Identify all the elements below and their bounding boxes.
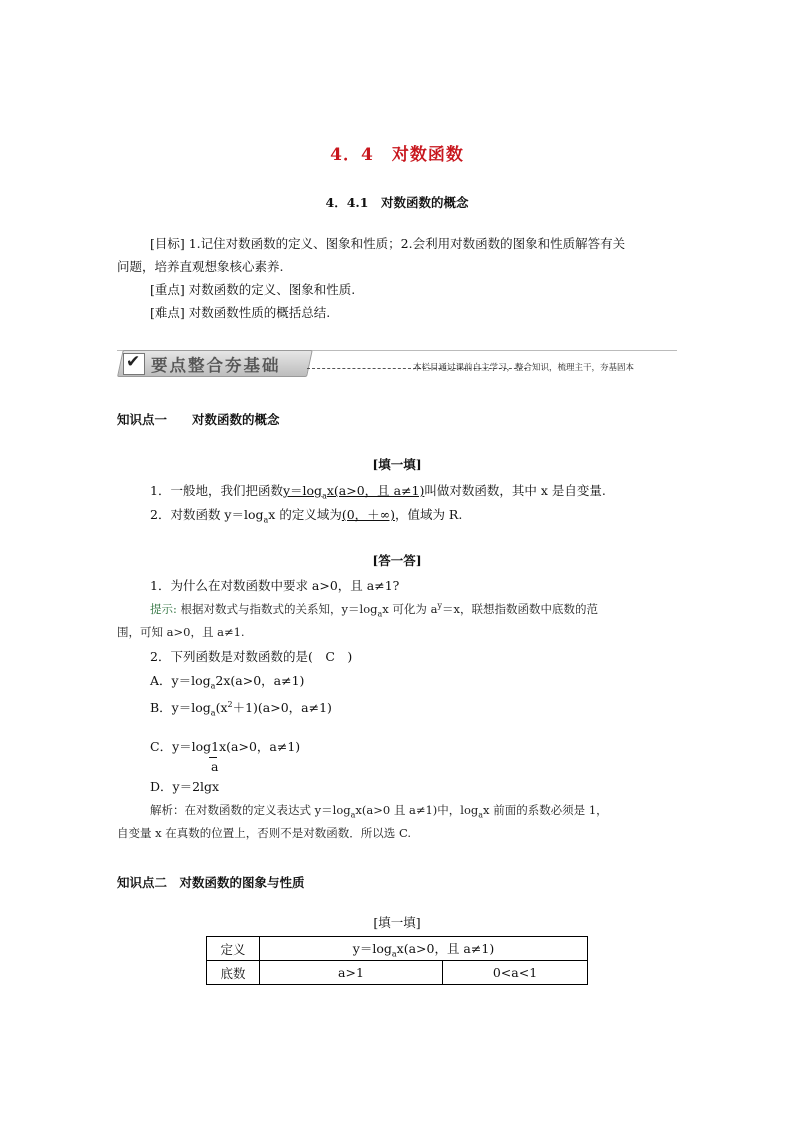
fill-title-1: [填一填]: [372, 457, 422, 472]
option-d: D．y＝2lgx: [150, 779, 220, 794]
hint-label: 提示:: [150, 602, 177, 616]
option-c-denominator: a: [211, 759, 219, 774]
fraction-bar: [209, 757, 217, 758]
banner-note: 本栏目通过课前自主学习，整合知识，梳理主干，夯基固本: [413, 363, 635, 373]
properties-table: [206, 936, 588, 985]
table-cell-base-lt1: 0<a<1: [443, 961, 588, 985]
difficulty-point: [难点] 对数函数性质的概括总结.: [150, 305, 331, 320]
goal-line-1: [目标] 1.记住对数函数的定义、图象和性质；2.会利用对数函数的图象和性质解答有关: [150, 236, 626, 251]
fill-title-2: [填一填]: [373, 915, 421, 930]
fill-2-answer: (0，＋∞): [341, 507, 395, 522]
table-row: [207, 961, 588, 985]
table-cell-label: 定义: [207, 937, 260, 961]
answer-title: [答一答]: [372, 553, 422, 568]
fill-1-pre: 1．一般地，我们把函数: [150, 483, 283, 498]
table-cell-label: 底数: [207, 961, 260, 985]
banner-label: 要点整合夯基础: [151, 356, 281, 375]
question-1: 1．为什么在对数函数中要求 a>0，且 a≠1?: [150, 578, 400, 593]
analysis-line-1: 解析：在对数函数的定义表达式 $y=\log_ax(a>0$ 且 a≠1)中，$\log_ax$ 前面的系数必须是 1，: [150, 803, 608, 820]
checkmark-icon: ✔: [123, 353, 145, 375]
table-cell-definition: $y=\log_ax(a>0$，且 a≠1): [260, 937, 588, 961]
fill-1-post: 叫做对数函数，其中 x 是自变量.: [424, 483, 606, 498]
option-b: B．$y=\log_a(x^2+1)(a>0$，a≠1): [150, 700, 332, 718]
table-row: [207, 937, 588, 961]
goal-line-2: 问题，培养直观想象核心素养.: [117, 259, 284, 274]
section-1-heading: 知识点一 对数函数的概念: [117, 412, 280, 427]
table-cell-base-gt1: a>1: [260, 961, 443, 985]
fill-1-answer: $y=\log_ax(a>0$，且 a≠1): [282, 483, 425, 501]
key-point: [重点] 对数函数的定义、图象和性质.: [150, 282, 356, 297]
question-2: 2．下列函数是对数函数的是( C ): [150, 649, 353, 664]
section-banner: [117, 350, 677, 378]
analysis-line-2: 自变量 x 在真数的位置上，否则不是对数函数．所以选 C.: [117, 826, 411, 840]
page-subtitle: 4．4.1 对数函数的概念: [325, 195, 469, 210]
section-2-heading: 知识点二 对数函数的图象与性质: [117, 875, 305, 890]
option-c: C．y＝log1x(a>0，a≠1): [150, 739, 301, 754]
hint-line-2: 围，可知 a>0，且 a≠1.: [117, 625, 245, 639]
hint-line-1: 提示: 根据对数式与指数式的关系知，$y=\log_ax$ 可化为 $a^y=x$，联想指数函数中底数的范: [150, 601, 598, 619]
option-a: A．$y=\log_a2x(a>0$，a≠1): [150, 673, 305, 691]
fill-item-2: 2．对数函数 $y=\log_ax$ 的定义域为(0，＋∞)，值域为 R.: [150, 507, 463, 525]
page-title: 4．4 对数函数: [330, 145, 464, 165]
fill-item-1: [150, 481, 606, 507]
